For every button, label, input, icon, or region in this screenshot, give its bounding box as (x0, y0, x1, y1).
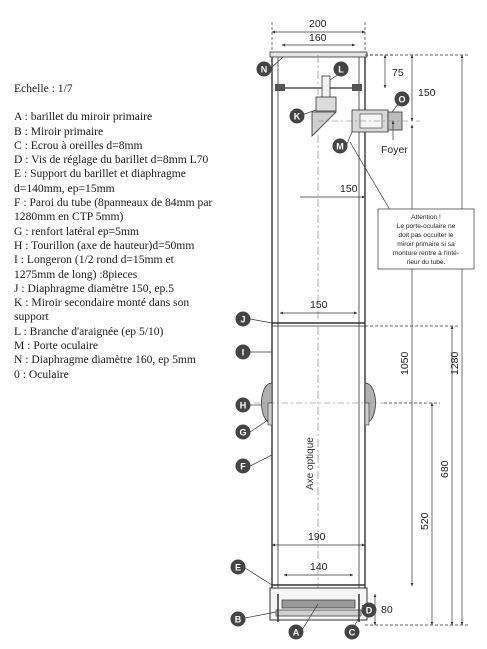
marker-g (236, 425, 251, 440)
scale-label: Echelle : 1/7 (14, 82, 73, 95)
marker-leaders (245, 57, 402, 630)
legend-item-k: K : Miroir secondaire monté dans son support (14, 296, 190, 324)
marker-i (236, 345, 251, 360)
dim-520: 520 (419, 512, 431, 530)
tube-body (270, 52, 367, 596)
svg-text:H: H (239, 400, 247, 411)
legend-item-f: F : Paroi du tube (8panneaux de 84mm par 1280mm en CTP 5mm) (14, 196, 213, 224)
marker-o (395, 92, 410, 107)
marker-b (231, 612, 246, 627)
legend-item-o: 0 : Oculaire (14, 367, 69, 381)
svg-text:F: F (240, 461, 246, 472)
dim-150-j: 150 (310, 299, 328, 311)
legend-item-j: J : Diaphragme diamètre 150, ep.5 (14, 281, 175, 295)
marker-j (236, 312, 251, 327)
reinforcement-right (365, 403, 369, 425)
note-line-4: miroir primaire si sa (397, 241, 455, 248)
note-line-6: rieur du tube. (406, 259, 446, 266)
svg-text:N: N (260, 64, 268, 75)
legend-item-l: L : Branche d'araignée (ep 5/10) (14, 324, 164, 338)
svg-text:O: O (398, 94, 406, 105)
marker-n (257, 62, 272, 77)
dim-200: 200 (309, 18, 327, 30)
dim-1280: 1280 (449, 351, 461, 375)
svg-text:A: A (292, 627, 300, 638)
note-line-2: Le porte-oculaire ne (396, 223, 456, 230)
dim-140: 140 (310, 561, 328, 573)
warning-note (378, 209, 474, 269)
svg-text:J: J (240, 314, 246, 325)
note-line-1: Attention ! (411, 214, 441, 221)
marker-k (290, 109, 305, 124)
dim-150-top: 150 (418, 87, 436, 99)
svg-text:M: M (336, 141, 344, 152)
marker-a (289, 625, 304, 640)
dim-75: 75 (392, 67, 404, 79)
legend-item-m: M : Porte oculaire (14, 339, 99, 353)
svg-text:G: G (239, 427, 247, 438)
optical-axis-label: Axe optique (305, 437, 316, 490)
legend-item-n: N : Diaphragme diamètre 160, ep 5mm (14, 353, 196, 367)
marker-l (334, 62, 349, 77)
marker-d (362, 603, 377, 618)
reinforcement-left (268, 403, 272, 425)
svg-text:E: E (234, 562, 242, 573)
marker-e (231, 560, 246, 575)
svg-text:L: L (338, 64, 344, 75)
dim-80: 80 (381, 604, 393, 616)
primary-mirror-cell (270, 588, 367, 622)
legend-item-b: B : Miroir primaire (14, 124, 104, 138)
dim-160: 160 (309, 32, 327, 44)
marker-h (236, 398, 251, 413)
marker-m (333, 139, 348, 154)
svg-text:C: C (348, 627, 356, 638)
note-line-5: monture rentre à l'inté- (392, 250, 460, 257)
svg-text:B: B (234, 614, 242, 625)
foyer-label: Foyer (381, 144, 408, 156)
dim-1050: 1050 (399, 351, 411, 375)
note-line-3: doit pas occulter le (398, 232, 454, 239)
dim-150-mid: 150 (340, 183, 358, 195)
legend-item-e: E : Support du barillet et diaphragme d=140mm, ep=15mm (14, 167, 186, 195)
legend-item-g: G : renfort latéral ep=5mm (14, 224, 140, 238)
svg-text:I: I (241, 347, 245, 358)
svg-text:K: K (293, 111, 301, 122)
marker-c (345, 625, 360, 640)
svg-text:D: D (365, 605, 373, 616)
legend-item-d: D : Vis de réglage du barillet d=8mm L70 (14, 153, 209, 167)
secondary-mirror (312, 76, 336, 136)
dim-680: 680 (439, 460, 451, 478)
legend-item-h: H : Tourillon (axe de hauteur)d=50mm (14, 238, 195, 252)
legend-item-c: C : Ecrou à oreilles d=8mm (14, 138, 143, 152)
legend-item-a: A : barillet du miroir primaire (14, 110, 153, 124)
dim-190: 190 (308, 531, 326, 543)
legend-item-i: I : Longeron (1/2 rond d=15mm et 1275mm de long) :8pieces (14, 253, 174, 281)
marker-f (236, 459, 251, 474)
